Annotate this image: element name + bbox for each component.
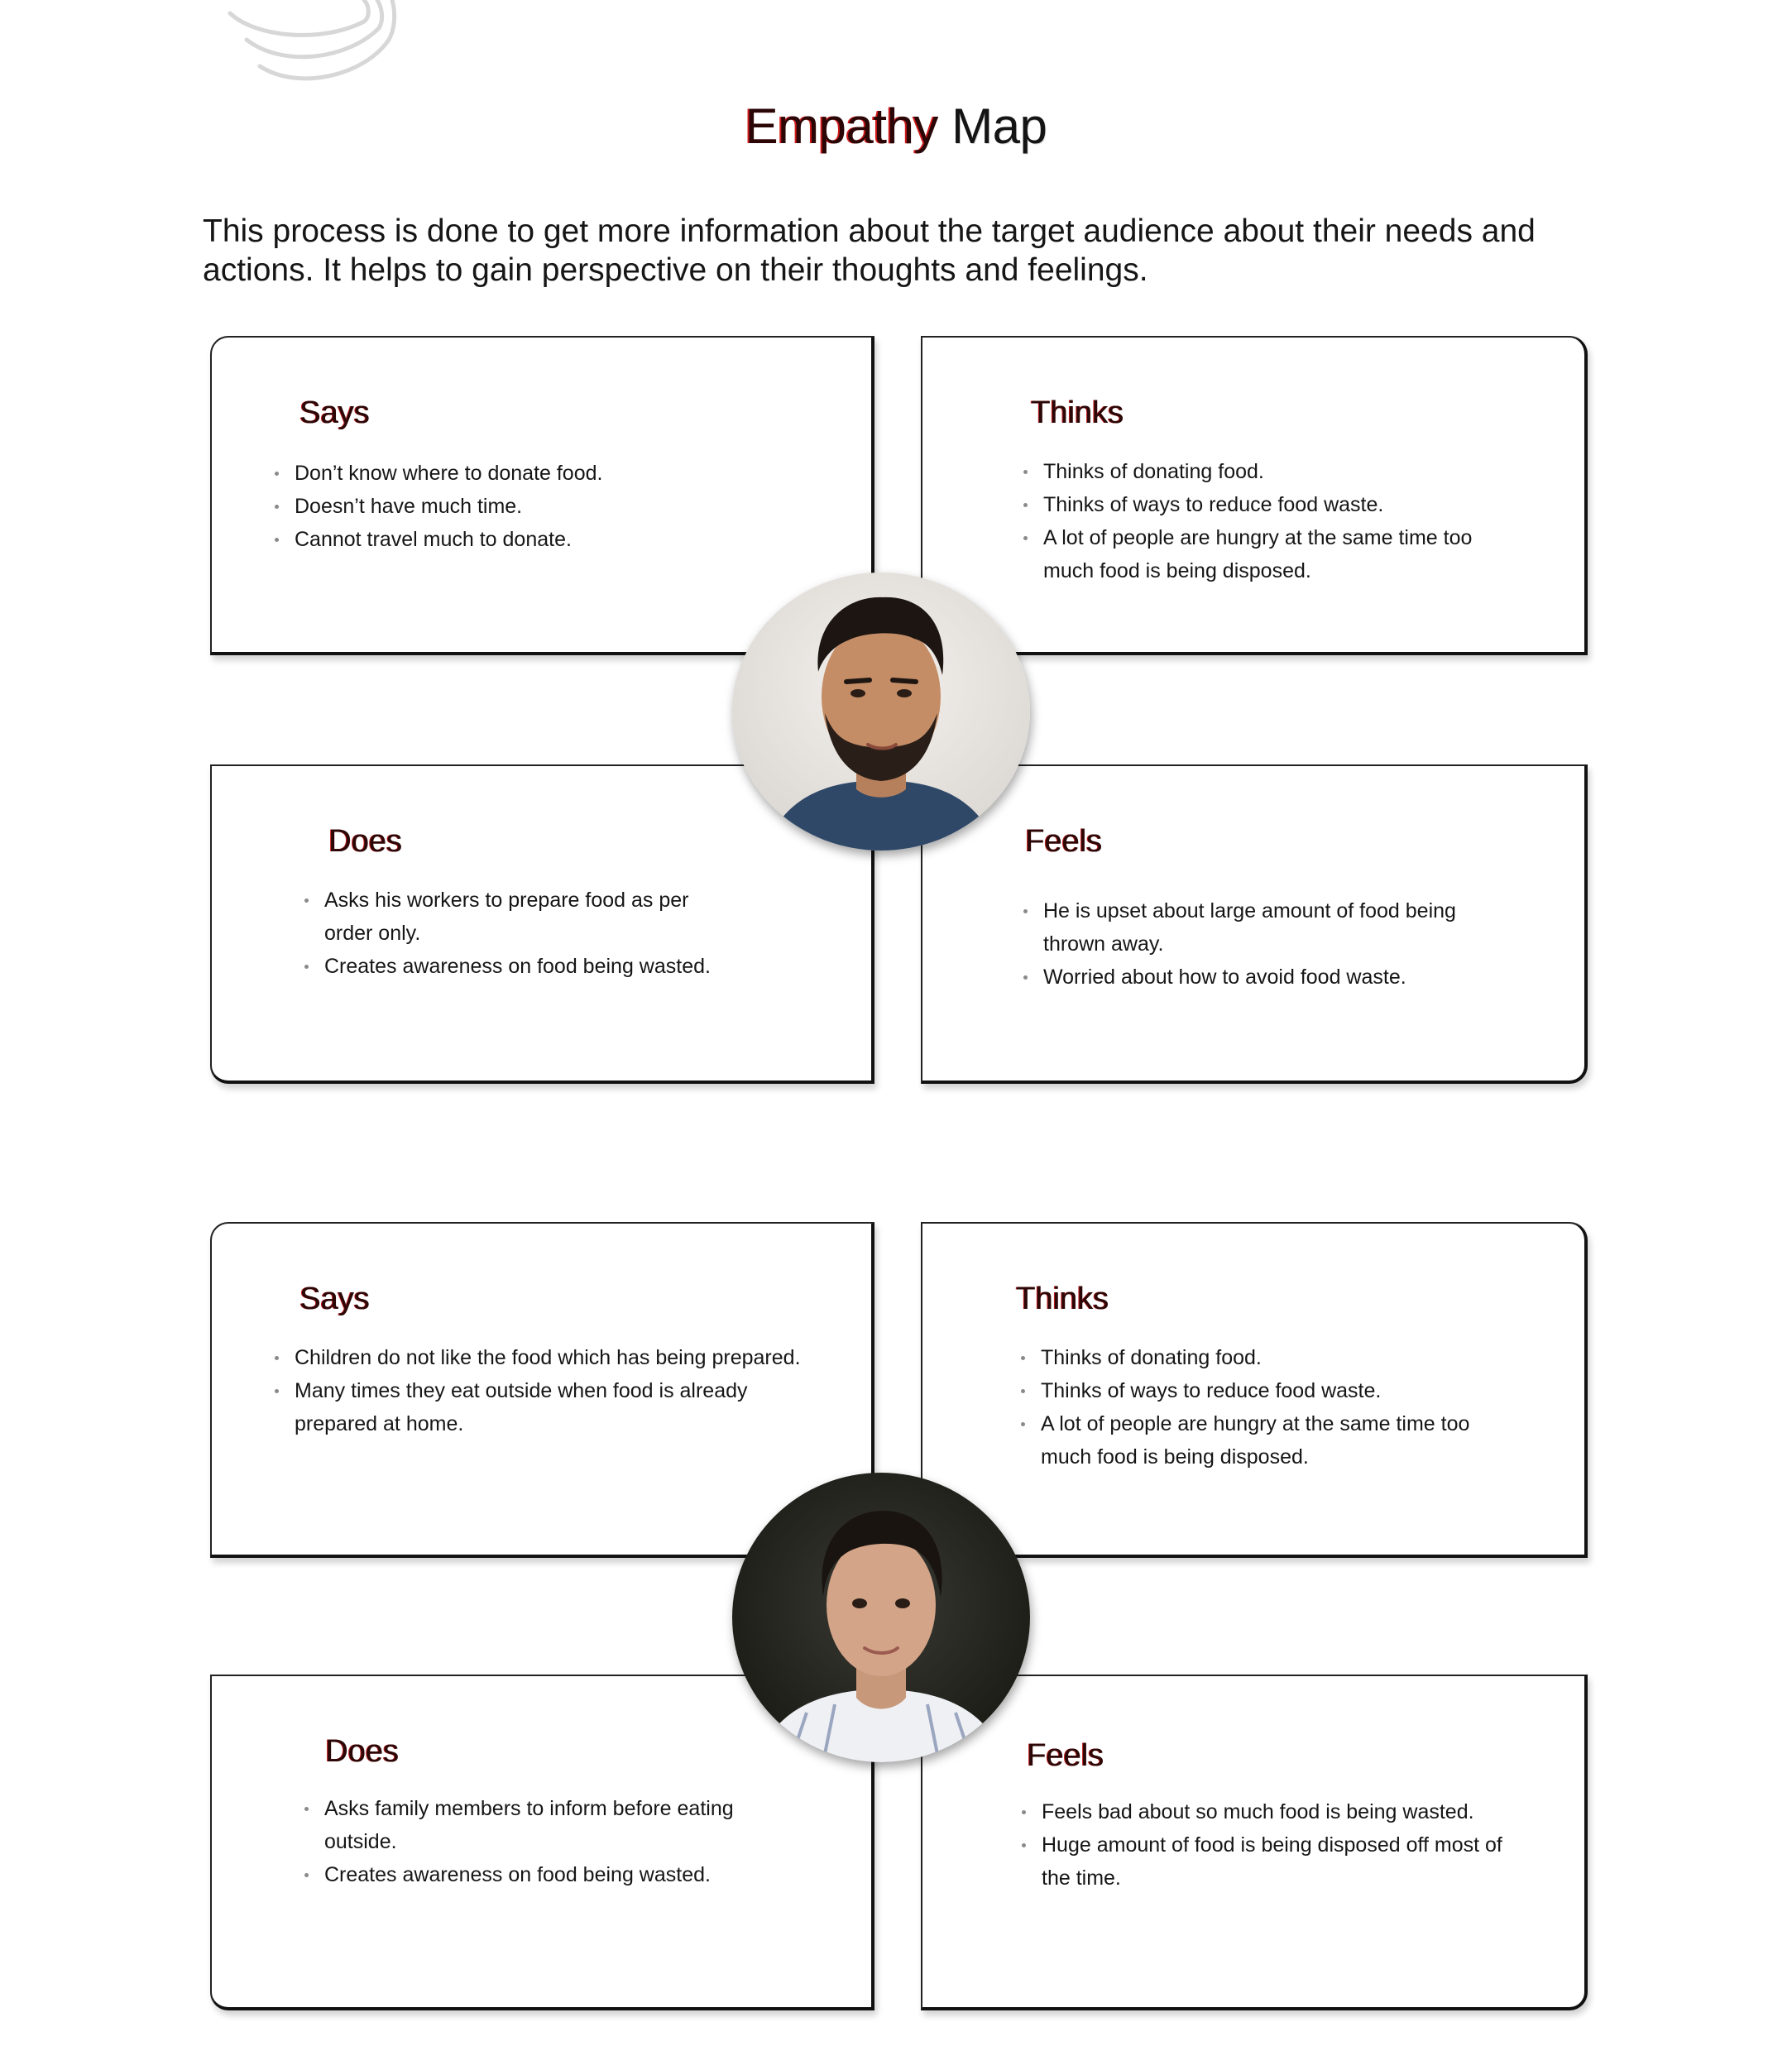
list-item: Cannot travel much to donate.: [275, 523, 812, 556]
man-portrait-icon: [732, 573, 1030, 851]
list-item: Thinks of ways to reduce food waste.: [1023, 488, 1503, 521]
persona-avatar-man: [732, 573, 1030, 851]
list-item: Children do not like the food which has being prepared.: [275, 1341, 812, 1374]
list-item: Worried about how to avoid food waste.: [1023, 961, 1503, 994]
page-title: [0, 98, 1792, 155]
list-item: A lot of people are hungry at the same time too much food is being disposed.: [1023, 521, 1503, 587]
feels-list: [1022, 1795, 1518, 1895]
does-card: [210, 1675, 874, 2010]
decorative-hand-outline-icon: [223, 0, 405, 91]
says-list: [275, 1341, 812, 1440]
feels-heading: Feels: [1027, 1738, 1104, 1773]
list-item: Doesn’t have much time.: [275, 490, 812, 523]
list-item: Creates awareness on food being wasted.: [304, 1858, 768, 1891]
does-list: [304, 884, 735, 983]
feels-card: [921, 764, 1588, 1084]
list-item: Thinks of donating food.: [1021, 1341, 1501, 1374]
feels-heading: Feels: [1025, 824, 1102, 859]
list-item: A lot of people are hungry at the same time too much food is being disposed.: [1021, 1407, 1501, 1473]
list-item: Thinks of ways to reduce food waste.: [1021, 1374, 1501, 1407]
thinks-card: [921, 1222, 1588, 1558]
thinks-list: [1023, 455, 1503, 587]
list-item: Don’t know where to donate food.: [275, 457, 812, 490]
thinks-heading: Thinks: [1031, 395, 1124, 430]
feels-list: [1023, 894, 1503, 994]
says-heading: Says: [299, 1282, 370, 1316]
list-item: He is upset about large amount of food being thrown away.: [1023, 894, 1503, 961]
says-card: [210, 336, 874, 655]
list-item: Feels bad about so much food is being wasted.: [1022, 1795, 1518, 1828]
does-heading: Does: [328, 824, 402, 859]
says-heading: Says: [299, 395, 370, 430]
list-item: Creates awareness on food being wasted.: [304, 950, 735, 983]
says-list: [275, 457, 812, 556]
title-rest: Map: [951, 98, 1047, 154]
woman-portrait-icon: [732, 1473, 1030, 1762]
list-item: Huge amount of food is being disposed off most of the time.: [1022, 1828, 1518, 1895]
list-item: Asks family members to inform before eating outside.: [304, 1792, 768, 1858]
persona-avatar-woman: [732, 1473, 1030, 1762]
thinks-list: [1021, 1341, 1501, 1473]
title-accent: Empathy: [745, 98, 938, 154]
intro-paragraph: This process is done to get more information about the target audience about their needs and actions. It helps to gain perspective on their thoughts and feelings.: [203, 213, 1536, 288]
does-list: [304, 1792, 768, 1891]
thinks-heading: Thinks: [1016, 1282, 1109, 1316]
list-item: Asks his workers to prepare food as per order only.: [304, 884, 735, 950]
does-heading: Does: [325, 1734, 399, 1769]
says-card: [210, 1222, 874, 1558]
list-item: Thinks of donating food.: [1023, 455, 1503, 488]
thinks-card: [921, 336, 1588, 655]
feels-card: [921, 1675, 1588, 2010]
list-item: Many times they eat outside when food is already prepared at home.: [275, 1374, 812, 1440]
does-card: [210, 764, 874, 1084]
